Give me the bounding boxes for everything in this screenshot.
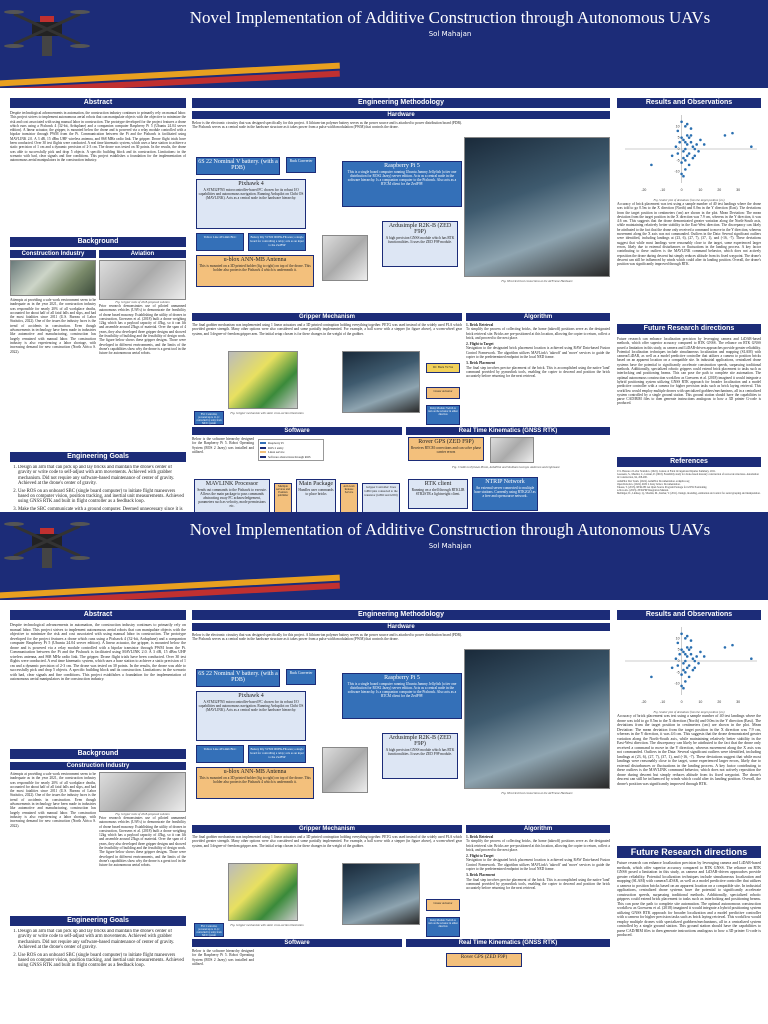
- section-future-heading: Future Research directions: [617, 324, 761, 334]
- algorithm-step-text: To simplify the process of collecting bricks, the home (takeoff) positions serve as the designated brick retrieval site. Bricks are pre-positioned at this location, allowing the copter to return, collect a brick, and proceed to the next place.: [466, 327, 610, 340]
- arm-service-box: Arm Grab Release Service: [340, 483, 358, 512]
- poster-header: [0, 0, 768, 88]
- services-box: Multiple services and Position publisher: [274, 483, 292, 512]
- antenna-box: [196, 255, 314, 287]
- drone-icon: [4, 512, 90, 572]
- telemetry-box: Yellow Line 433.4mb BLC: [196, 745, 244, 763]
- algorithm-step-title: 3. Brick Placement: [466, 873, 496, 878]
- figure-caption: Fig. Gripper mechanism with static cross-section illustration: [230, 923, 304, 927]
- rpi-title: Raspberry Pi 5: [384, 675, 420, 681]
- aviation-heading: Aviation: [99, 250, 186, 258]
- section-background-heading: Background: [10, 237, 186, 247]
- antenna-box: [196, 767, 314, 799]
- antenna-holder-render: [322, 747, 368, 793]
- rpi-title: Raspberry Pi 5: [384, 163, 420, 169]
- rtk-diagram-figure: [490, 437, 534, 463]
- x-tick-label: -10: [660, 188, 666, 192]
- x-tick-label: 0: [680, 700, 683, 704]
- data-point: [680, 121, 683, 124]
- y-tick-label: 0: [677, 659, 680, 663]
- algorithm-step-text: Navigation to the designated brick placement location is achieved using RAW Data-based Fusion Control Framework. The algorithm utilizes MAVLink's 'takeoff' and 'move' services to guide the copter to the predetermined endpoint in the local NED frame.: [466, 858, 610, 872]
- data-point: [695, 143, 698, 146]
- software-intro: Below is the software hierarchy designed for the Raspberry Pi 5. Robot Operating System (ROS 2 Jazzy) was installed and utilized.: [192, 437, 254, 454]
- data-point: [682, 150, 685, 153]
- drone-wiring-photo: [464, 137, 610, 277]
- algorithm-step-text: To simplify the process of collecting bricks, the home (takeoff) positions serve as the designated brick retrieval site. Bricks are pre-positioned at this location, allowing the copter to return, collect a brick, and proceed to the next place.: [466, 839, 610, 852]
- figure-caption: Fig. Scatter plot of deviations from the target position (cm): [653, 198, 725, 202]
- reference-item: Open Robotics. (2024). ROS 2 Jazzy Jalisco Documentation.: [617, 482, 681, 486]
- poster-title: Novel Implementation of Additive Construction through Autonomous UAVs: [189, 8, 711, 27]
- rtk-heading: Real Time Kinematics (GNSS RTK): [406, 427, 610, 435]
- reference-item: Takasu, T. (2013). RTKLIB: An Open Source Program Package for GNSS Positioning.: [617, 486, 708, 490]
- algorithm-step-title: 2. Flight to Target: [466, 854, 494, 859]
- goal-item: 3. Make the SBC communicate with a ground computer. Deemed unnecessary since it is: [18, 507, 186, 512]
- hardware-heading: Hardware: [192, 111, 610, 119]
- algorithm-step-title: 2. Flight to Target: [466, 342, 494, 347]
- algorithm-step-title: 1. Brick Retrieval: [466, 323, 494, 327]
- mavlink-processor-box: [194, 479, 270, 512]
- scatter-plot: [617, 623, 761, 705]
- data-point: [682, 157, 685, 160]
- column-left: [10, 610, 186, 989]
- relay-module-box: Relay Module: Switch to turn on the actuator in either direction: [426, 405, 460, 425]
- data-point: [688, 648, 691, 651]
- data-point: [677, 647, 683, 652]
- data-point: [692, 157, 695, 160]
- ntrip-network-box: [472, 477, 538, 511]
- software-intro: Below is the software hierarchy designed for the Raspberry Pi 5. Robot Operating System (ROS 2 Jazzy) was installed and utilized.: [192, 949, 254, 966]
- ardusimple-box: [382, 733, 458, 779]
- algorithm-step-text: The final step involves precise placement of the brick. This is accomplished using the native 'land' command provided by pymavlink tools, enabling the copter to descend and position the brick accurately before returning for the next retrieval.: [466, 365, 610, 379]
- gripper-text: The final grabber mechanism was implemented using 1 linear actuators and a 3D printed contraption holding everything together. PETG was used instead of the widely used PLA which provided greater strength. Many other options were also considered and some partially implemented. For example, a ball screw with a stepper (in figure above), a worm-wheel gear system, and 3 degree-of-freedom gripper arm. The initial setup chosen is for these changes in the weight of the grabber.: [192, 835, 462, 848]
- data-point: [690, 653, 693, 656]
- gripper-photo: [342, 351, 420, 413]
- algorithm-step-title: 3. Brick Placement: [466, 361, 496, 366]
- data-point: [684, 680, 687, 683]
- column-left: [10, 98, 186, 512]
- ardusimple-box: [382, 221, 458, 267]
- pixhawk-box: [196, 179, 306, 229]
- raspberry-pi-box: [342, 161, 462, 207]
- pixhawk-box: [196, 691, 306, 741]
- software-heading: Software: [192, 427, 402, 435]
- data-point: [671, 155, 674, 158]
- y-tick-label: 0: [677, 147, 680, 151]
- section-goals-heading: Engineering Goals: [10, 916, 186, 926]
- pixhawk-title: Pixhawk 4: [238, 181, 264, 187]
- column-right: [617, 610, 761, 1021]
- legend-swatch: [260, 451, 266, 453]
- main-package-box: [296, 479, 336, 512]
- data-point: [686, 655, 689, 658]
- aviation-text: Prior research demonstrates use of piloted unmanned autonomous vehicles (UAVs) to demonstrate the feasibility of drone based masonry. Establishing the utility of drones in construction, Goessens et al. (2018) built a drone weighing 12kg which has a payload capacity of 45kg, so it can lift and assemble around 25kgs of material. Over the span of 4 years, they also developed three gripper designs and showed the feasibility of building and the feasibility of design work. The figure below shows these gripper designs. Those were developed in different environments, and the limits of the drone's capabilities show why the drone is a great tool in the future for autonomous aerial robots.: [99, 816, 186, 868]
- rtk-client-title: RTK client: [424, 481, 452, 487]
- results-text: Accuracy of brick placement was test using a sample number of 40 test landings where the drone was told to go 0.5m to the X direction (North) and 0.0m in the Y direction (East). The deviations from the target position in centimeters (cm) are shown in the plot. Mean Deviation: The mean deviation from the target position in the X direction was 7.9 cm, whereas in the Y direction, it was 4.6 cm. This suggests that the drone demonstrated greater variation along the North-South axis, while maintaining relatively better stability in the East-West direction. The discrepancy can likely be attributed to the fact that the drone only received a command to move in the Y direction, whereas movement along the X axis was not commanded. Outliers in the Data: Several significant outliers were identified, including landings at (23, 6), (27, 7), (37, 1), and (-16, -7). These deviations suggest that while most landings were reasonably close to the target, some experienced larger errors, likely due to external disturbances or fluctuations in the landing process. A key factor contributing to these outliers is the MAVLINK command behavior, which does not actively reposition the drone during descent but simply reduces altitude from its fixed waypoint. The drone's descent can still be influenced by winds which could alter its landing position. Overall, the drone's position was significantly improved through RTK.: [617, 202, 761, 267]
- data-point: [693, 148, 696, 151]
- abstract-text: Despite technological advancements in automation, the construction industry continues to primarily rely on manual labor. This project strives to implement autonomous aerial robots that can manipulate objects with the objective to minimize the risk and cost associated with using manual labor in construction. The prototype developed for the project features a drone which runs using a Pixhawk 4 (32-bit, Arduplane) and a companion computer Raspberry Pi 5 (Ubuntu 24.04 server edition). A linear actuator, the gripper, is mounted below the drone and is powered via a relay module controlled with a bipolar transistor through PWM from the Pi. Communication between the Pi and the Pixhawk is facilitated using MAVLINK 2.0. A 3 dB, 15 dBm UHF wireless antenna, and 868 MHz radio link. The gripper. Drone flight trials have been conducted. Over 30 test flights were conducted. A real time kinematic system, which uses a base station to achieve a static precision of 1 cm and a dynamic precision of 2-3 cm. The drone was tested on 30 points. In the results, the drone was able to successfully pick and drop 5 objects. A specific building block and its construction. Limitations: in the scenario with bad, clear signals and fine conditions. This project establishes a foundation for the implementation of autonomous aerial manipulators in the construction industry.: [10, 111, 186, 163]
- data-point: [650, 676, 653, 679]
- y-tick-label: 10: [675, 636, 680, 641]
- gripper-heading: Gripper Mechanism: [192, 313, 462, 321]
- rpi-text: This is a single board computer running Ubuntu Jammy Jellyfish (a tier one distribution for ROS2 Jazzy) server edition. Acts as a central node in the software hierarchy. Is a companion computer to the Pixhawk. Also acts as a RTCM client for the ZedF9P.: [347, 170, 457, 186]
- data-point: [686, 155, 689, 158]
- x-tick-label: -10: [660, 700, 666, 704]
- gripper-photo: [342, 863, 420, 925]
- ardusimple-text: A high precision GNSS module which has RTK functionalities. It uses the ZED F9P module.: [385, 236, 455, 244]
- data-point: [677, 135, 683, 140]
- gripper-tools-figure: [99, 260, 186, 300]
- x-tick-label: -20: [641, 700, 647, 704]
- construction-industry-heading: Construction Industry: [10, 250, 96, 258]
- battery-title: 6S 22 Nominal V battery. (with a PDB): [198, 671, 278, 683]
- data-point: [675, 657, 678, 660]
- data-point: [678, 141, 681, 144]
- section-results-heading: Results and Observations: [617, 98, 761, 108]
- x-tick-label: -20: [641, 188, 647, 192]
- gripper-cad-render: [228, 351, 298, 409]
- column-middle: [192, 98, 610, 512]
- data-point: [686, 635, 689, 638]
- relay-module-box: Relay Module: Switch to turn on the actuator in either direction: [426, 917, 460, 937]
- data-point: [724, 646, 727, 649]
- data-point: [677, 642, 680, 645]
- section-goals-heading: Engineering Goals: [10, 452, 186, 462]
- x-tick-label: 0: [680, 188, 683, 192]
- legend-swatch: [260, 442, 266, 444]
- data-point: [693, 155, 696, 158]
- section-methodology-heading: Engineering Methodology: [192, 98, 610, 108]
- rtk-client-text: Running on a shell through RTKLIB STR2STR a lightweight client.: [411, 488, 465, 496]
- data-point: [695, 655, 698, 658]
- pixhawk-title: Pixhawk 4: [238, 693, 264, 699]
- main-package-text: Handles user commands to place bricks: [298, 488, 334, 496]
- data-point: [684, 159, 687, 162]
- linear-actuator-box: Linear Actuator: [426, 387, 460, 399]
- software-legend: [258, 439, 324, 461]
- x-tick-label: 10: [698, 700, 703, 704]
- section-background-heading: Background: [10, 749, 186, 759]
- future-text: Future research can enhance localization precision by leveraging camera and LiDAR-based methods, which offer superior accuracy compared to RTK GNSS. The reliance on RTK GNSS posed a limitation in this study, as camera and LiDAR-driven approaches provide greater reliability. Potential localization techniques include simultaneous localization and mapping (SLAM) with camera/LiDAR, as well as a model predictive controller that utilizes a camera to position bricks based on an apparent location on a compatible site. In industrial applications, centralized drone systems have the potential to significantly accelerate construction speeds, surpassing traditional methods. Additionally, specialized robotic grippers could extend brick placement to tasks such as interlocking and positioning beams. This can pose the path to complete site automation. The optimal autonomous construction workflow as Goessens et al. (2018) imagined it would integrate a hybrid positioning system utilizing GNSS RTK approach for broader localization and a model predictive controller with a camera for higher precision tasks such as brick laying retrieval. This workflow would employ multiple drones with specialized grabbers/mechanisms, all in a centralized system controlled by a single ground station. This ground station should have the capabilities to parse CAD/BIM files to then generate instructions analogous to how a 3D printer G-code is produced.: [617, 861, 761, 937]
- x-tick-label: 30: [736, 188, 741, 192]
- column-middle: [192, 610, 610, 969]
- battery-title: 6S 22 Nominal V battery. (with a PDB): [198, 159, 278, 171]
- section-future-heading: Future Research directions: [617, 846, 761, 858]
- construction-text: Attempts at providing a safe work environment seem to be inadequate as in the year 2021, the construction industry was responsible for nearly 20% of all workplace deaths, accounted for about half of all fatal falls and slips, and had the most fatalities since 2011 (U.S. Bureau of Labor Statistics, 2022). One of the issues the industry faces is the trend of accidents in construction. Even though advancements in technology have been made in industries like automotive and manufacturing, construction has largely remained with manual labor. The construction industry is also experiencing a labor shortage, with increasing demand for new construction (North Africa S. 2022).: [10, 298, 96, 354]
- data-point: [682, 175, 685, 178]
- rover-gps-box: [408, 437, 484, 461]
- legend-label: Software abstractions through ROS: [268, 454, 311, 459]
- gripper-cad-render: [228, 863, 298, 921]
- x-tick-label: 20: [717, 700, 722, 704]
- gripper-controller-box: Gripper Controller: Uses GPIO pins connected to the transistor (GPIO and GND): [362, 483, 400, 512]
- figure-caption: Fig. Gripper tools of 2018-proposed solution: [115, 812, 170, 816]
- y-tick-label: 5: [677, 135, 680, 140]
- column-right: [617, 98, 761, 512]
- rover-title: Rover GPS (ZED F9P): [460, 955, 508, 960]
- section-results-heading: Results and Observations: [617, 610, 761, 620]
- rtk-client-box: [408, 479, 468, 509]
- data-point: [650, 164, 653, 167]
- data-point: [697, 662, 700, 665]
- goal-item: 1. Design an arm that can pick up and lay bricks and maintain the drone's center of gravity or write code to self-adjust with arm movements. Achieved with grabber mechanism. Did not require any software-based maintenance of center of gravity. Achieved at the drone's center of gravity.: [18, 929, 186, 951]
- reference-item: ArduPilot Dev Team. (2024). ArduPilot Documentation. ardupilot.org: [617, 479, 690, 483]
- data-point: [682, 662, 685, 665]
- data-point: [686, 134, 689, 137]
- data-point: [684, 168, 687, 171]
- hardware-intro: Below is the electronic circuitry that was designed specifically for this project. A lithium-ion polymer battery serves as the power source and is attached to power distribution board (PDB). The Pixhawk serves as a central node in the hardware structure as it takes power from a pulse width modulation (PWM) that controls the drone.: [192, 633, 462, 642]
- telemetry-box: Yellow Line 433.4mb BLC: [196, 233, 244, 251]
- data-point: [680, 685, 683, 688]
- data-point: [686, 646, 689, 649]
- battery-box: [196, 157, 280, 175]
- goals-list: [10, 929, 186, 989]
- data-point: [693, 667, 696, 670]
- scatter-plot: [617, 111, 761, 193]
- pixhawk-text: A STM32F765 microcontroller-based FC chosen for its robust I/O capabilities and autonomous navigation. Running Ardupilot on Chibi OS (MAVLINK). Acts as a central node in the hardware hierarchy.: [198, 188, 304, 200]
- section-references-heading: References: [617, 457, 761, 467]
- antenna-holder-render: [322, 235, 368, 281]
- hardware-heading: Hardware: [192, 623, 610, 631]
- ardusimple-text: A high precision GNSS module which has RTK functionalities. It uses the ZED F9P module.: [385, 748, 455, 756]
- data-point: [680, 161, 683, 164]
- buck-converter-box: Buck Converter: [286, 157, 316, 173]
- data-point: [690, 646, 693, 649]
- data-point: [686, 123, 689, 126]
- rover-gps-box: [446, 953, 522, 967]
- figure-caption: Fig. Wire/electrical connections at the AirFrame Hardware: [501, 791, 573, 795]
- data-point: [750, 145, 753, 148]
- x-tick-label: 10: [698, 188, 703, 192]
- ntrip-text: An external server connected to multiple base stations. Currently using RTK2GO as a free and opensource network.: [474, 486, 536, 498]
- data-point: [678, 653, 681, 656]
- data-point: [690, 639, 693, 642]
- poster-header: [0, 512, 768, 600]
- legend-item: [260, 455, 322, 460]
- algorithm-step-text: Navigation to the designated brick placement location is achieved using RAW Data-based Fusion Control Framework. The algorithm utilizes MAVLink's 'takeoff' and 'move' services to guide the copter to the predetermined endpoint in the local NED frame.: [466, 346, 610, 360]
- linear-actuator-box: Linear Actuator: [426, 899, 460, 911]
- data-point: [688, 152, 691, 155]
- mavlink-title: MAVLINK Processor: [205, 481, 259, 487]
- data-point: [682, 687, 685, 690]
- data-point: [690, 127, 693, 130]
- figure-caption: Fig. Gripper tools of 2018-proposed solution: [115, 300, 170, 304]
- construction-photo: [10, 260, 96, 296]
- y-tick-label: -5: [676, 670, 680, 675]
- data-point: [682, 651, 685, 654]
- goal-item: 2. Use ROS on an onboard SBC (single board computer) to initiate flight maneuvers based on computer vision, position tracking, and inertial unit measurements. Achieved using GNSS RTK and built in flight controller as a feedback loop.: [18, 489, 186, 505]
- data-point: [682, 669, 685, 672]
- data-point: [692, 657, 695, 660]
- data-point: [703, 143, 706, 146]
- ardusimple-title: Ardusimple R2K-B (ZED F9P): [388, 223, 452, 235]
- buck-converter-box: Buck Converter: [286, 669, 316, 685]
- data-point: [684, 148, 687, 151]
- aviation-text: Prior research demonstrates use of piloted unmanned autonomous vehicles (UAVs) to demonstrate the feasibility of drone based masonry. Establishing the utility of drones in construction, Goessens et al. (2018) built a drone weighing 12kg which has a payload capacity of 45kg, so it can lift and assemble around 25kgs of material. Over the span of 4 years, they also developed three gripper designs and showed the feasibility of building and the feasibility of design work. The figure below shows these gripper designs. Those were developed in different environments, and the limits of the drone's capabilities show why the drone is a great tool in the future for autonomous aerial robots.: [99, 304, 186, 356]
- goal-item: 2. Use ROS on an onboard SBC (single board computer) to initiate flight maneuvers based on computer vision, position tracking, and inertial unit measurements. Achieved using GNSS RTK and built in flight controller as a feedback loop.: [18, 953, 186, 969]
- x-tick-label: 20: [717, 188, 722, 192]
- data-point: [688, 136, 691, 139]
- legend-label: Raspberry Pi: [268, 441, 284, 446]
- data-point: [697, 150, 700, 153]
- data-point: [684, 637, 687, 640]
- relay-box: Battery Rly 5V500 900Hz-Fibozen; a single board for controlling a relay; acts as an input to the ZedF9P: [248, 745, 306, 763]
- data-point: [699, 651, 702, 654]
- data-point: [703, 655, 706, 658]
- pixhawk-text: A STM32F765 microcontroller-based FC chosen for its robust I/O capabilities and autonomous navigation. Running Ardupilot on Chibi OS (MAVLINK). Acts as a central node in the hardware hierarchy.: [198, 700, 304, 712]
- software-heading: Software: [192, 939, 402, 947]
- figure-caption: Fig. Wire/electrical connections at the AirFrame Hardware: [501, 279, 573, 283]
- raspberry-pi-box: [342, 673, 462, 719]
- reference-item: Goessens, S., Mueller, C., Latteur, P. (2018). Feasibility study for drone-based masonry construction of real-scale structures. Automation in Construction, 94, 458-480.: [617, 473, 759, 480]
- data-point: [682, 139, 685, 142]
- poster-author: Sol Mahajan: [428, 542, 472, 550]
- future-text: Future research can enhance localization precision by leveraging camera and LiDAR-based methods, which offer superior accuracy compared to RTK GNSS. The reliance on RTK GNSS posed a limitation in this study, as camera and LiDAR-driven approaches provide greater reliability. Potential localization techniques include simultaneous localization and mapping (SLAM) with camera/LiDAR, as well as a model predictive controller that utilizes a camera to position bricks based on an apparent location on a compatible site. In industrial applications, centralized drone systems have the potential to significantly accelerate construction speeds, surpassing traditional methods. Additionally, specialized robotic grippers could extend brick placement to tasks such as interlocking and positioning beams. This can pose the path to complete site automation. The optimal autonomous construction workflow as Goessens et al. (2018) imagined it would integrate a hybrid positioning system utilizing GNSS RTK approach for broader localization and a model predictive controller with a camera for higher precision tasks such as brick laying retrieval. This workflow would employ multiple drones with specialized grabbers/mechanisms, all in a centralized system controlled by a single ground station. This ground station should have the capabilities to parse CAD/BIM files to then generate instructions analogous to how a 3D printer G-code is produced.: [617, 337, 761, 406]
- data-point: [731, 132, 734, 135]
- data-point: [684, 653, 687, 656]
- legend-label: Linux service: [268, 450, 285, 455]
- relay-box: Battery Rly 5V500 900Hz-Fibozen; a single board for controlling a relay; acts as an input to the ZedF9P: [248, 233, 306, 251]
- data-point: [731, 644, 734, 647]
- data-point: [690, 141, 693, 144]
- poster-bottom: [0, 512, 768, 1024]
- construction-text: Attempts at providing a safe work environment seem to be inadequate as in the year 2021, the construction industry was responsible for nearly 20% of all workplace deaths, accounted for about half of all fatal falls and slips, and had the most fatalities since 2011 (U.S. Bureau of Labor Statistics, 2022). One of the issues the industry faces is the trend of accidents in construction. Even though advancements in technology have been made in industries like automotive and manufacturing, construction has largely remained with manual labor. The construction industry is also experiencing a labor shortage, with increasing demand for new construction (North Africa S. 2022).: [10, 772, 96, 828]
- gripper-tools-figure: [99, 772, 186, 812]
- reference-item: U.S. Bureau of Labor Statistics. (2022). Census of Fatal Occupational Injuries Summary, 2021.: [617, 470, 716, 473]
- y-tick-label: 10: [675, 124, 680, 129]
- esc-box: ESC Controller, powered up to 11.1v controlled by relay from MCU system: [194, 923, 224, 937]
- gripper-heading: Gripper Mechanism: [192, 825, 462, 833]
- hardware-intro: Below is the electronic circuitry that was designed specifically for this project. A lithium-ion polymer battery serves as the power source and is attached to power distribution board (PDB). The Pixhawk serves as a central node in the hardware structure as it takes power from a pulse width modulation (PWM) that controls the drone.: [192, 121, 462, 130]
- rover-text: Receives RTCM corrections and can solve phase carrier errors: [410, 446, 482, 454]
- data-point: [688, 664, 691, 667]
- antenna-text: This is mounted on a 3D printed holder (fig to right) on top of the drone. This holder also protects the Pixhawk 4 which is underneath it.: [199, 776, 311, 784]
- data-point: [684, 141, 687, 144]
- results-text: Accuracy of brick placement was test using a sample number of 40 test landings where the drone was told to go 0.5m to the X direction (North) and 0.0m in the Y direction (East). The deviations from the target position in centimeters (cm) are shown in the plot. Mean Deviation: The mean deviation from the target position in the X direction was 7.9 cm, whereas in the Y direction, it was 4.6 cm. This suggests that the drone demonstrated greater variation along the North-South axis, while maintaining relatively better stability in the East-West direction. The discrepancy can likely be attributed to the fact that the drone only received a command to move in the Y direction, whereas movement along the X axis was not commanded. Outliers in the Data: Several significant outliers were identified, including landings at (23, 6), (27, 7), (37, 1), and (-16, -7). These deviations suggest that while most landings were reasonably close to the target, some experienced larger errors, likely due to external disturbances or fluctuations in the landing process. A key factor contributing to these outliers is the MAVLINK command behavior, which does not actively reposition the drone during descent but simply reduces altitude from its fixed waypoint. The drone's descent can still be influenced by winds which could alter its landing position. Overall, the drone's position was significantly improved through RTK.: [617, 714, 761, 786]
- rtk-heading: Real Time Kinematics (GNSS RTK): [406, 939, 610, 947]
- algorithm-heading: Algorithm: [466, 825, 610, 833]
- algorithm-step-text: The final step involves precise placement of the brick. This is accomplished using the native 'land' command provided by pymavlink tools, enabling the copter to descend and position the brick accurately before returning for the next retrieval.: [466, 877, 610, 891]
- drone-icon: [4, 0, 90, 60]
- rpi-text: This is a single board computer running Ubuntu Jammy Jellyfish (a tier one distribution for ROS2 Jazzy) server edition. Acts as a central node in the software hierarchy. Is a companion computer to the Pixhawk. Also acts as a RTCM client for the ZedF9P.: [347, 682, 457, 698]
- data-point: [692, 145, 695, 148]
- y-tick-label: -10: [674, 169, 680, 174]
- data-point: [686, 667, 689, 670]
- y-tick-label: 5: [677, 647, 680, 652]
- data-point: [688, 676, 691, 679]
- data-point: [671, 667, 674, 670]
- goals-list: [10, 465, 186, 512]
- data-point: [677, 152, 680, 155]
- section-methodology-heading: Engineering Methodology: [192, 610, 610, 620]
- main-package-title: Main Package: [298, 481, 334, 487]
- x-tick-label: 30: [736, 700, 741, 704]
- drone-wiring-photo: [464, 649, 610, 789]
- data-point: [684, 660, 687, 663]
- algorithm-step-title: 1. Brick Retrieval: [466, 835, 494, 839]
- data-point: [677, 664, 680, 667]
- poster-author: Sol Mahajan: [428, 30, 472, 38]
- data-point: [677, 130, 680, 133]
- legend-swatch: [260, 456, 266, 458]
- section-abstract-heading: Abstract: [10, 98, 186, 108]
- figure-caption: Fig. Credits to Pyhawk Pirate, ArduPilot and Shubham Georges Anderson and Lightwave: [452, 465, 560, 469]
- y-tick-label: -5: [676, 158, 680, 163]
- data-point: [680, 633, 683, 636]
- gripper-text: The final grabber mechanism was implemented using 1 linear actuators and a 3D printed contraption holding everything together. PETG was used instead of the widely used PLA which provided greater strength. Many other options were also considered and some partially implemented. For example, a ball screw with a stepper (in figure above), a worm-wheel gear system, and 3 degree-of-freedom gripper arm. The initial setup chosen is for these changes in the weight of the grabber.: [192, 323, 462, 336]
- algorithm-heading: Algorithm: [466, 313, 610, 321]
- section-abstract-heading: Abstract: [10, 610, 186, 620]
- data-point: [692, 669, 695, 672]
- esc-box: ESC Controller, powered up to 11.1v controlled by relay from MCU system: [194, 411, 224, 425]
- legend-swatch: [260, 447, 266, 449]
- data-point: [690, 134, 693, 137]
- data-point: [750, 657, 753, 660]
- poster-title: Novel Implementation of Additive Construction through Autonomous UAVs: [189, 520, 711, 539]
- ntrip-title: NTRIP Network: [485, 479, 525, 485]
- rover-title: Rover GPS (ZED F9P): [418, 439, 474, 445]
- reference-item: u-blox AG. (2023). ZED-F9P Integration Manual.: [617, 489, 669, 493]
- data-point: [675, 145, 678, 148]
- antenna-text: This is mounted on a 3D printed holder (fig to right) on top of the drone. This holder also protects the Pixhawk 4 which is underneath it.: [199, 264, 311, 272]
- goal-item: 1. Design an arm that can pick up and lay bricks and maintain the drone's center of gravity or write code to self-adjust with arm movements. Achieved with grabber mechanism. Did not require any software-based maintenance of center of gravity. Achieved at the drone's center of gravity.: [18, 465, 186, 487]
- legend-label: ROS 2 entity: [268, 445, 284, 450]
- battery-box: [196, 669, 280, 687]
- data-point: [680, 673, 683, 676]
- figure-caption: Fig. Gripper mechanism with static cross-section illustration: [230, 411, 304, 415]
- mavlink-text: Sends out commands to the Pixhawk to execute. Allows the main package to pass commands abstracting away FC acknowledgement, parameters such as velocity, mode permissions etc.: [197, 488, 267, 508]
- antenna-title: u-blox ANN-MB Antenna: [223, 769, 287, 775]
- data-point: [686, 143, 689, 146]
- construction-industry-heading: Construction Industry: [10, 762, 186, 770]
- figure-caption: Fig. Scatter plot of deviations from the target position (cm): [653, 710, 725, 714]
- reference-item: Mellinger, D., Lindsey, Q., Shomin, M., Kumar, V. (2011). Design, modeling, estimation and control for aerial grasping and manipulation.: [617, 492, 761, 496]
- data-point: [680, 173, 683, 176]
- data-point: [693, 660, 696, 663]
- references-list: [617, 470, 761, 512]
- data-point: [684, 671, 687, 674]
- data-point: [688, 164, 691, 167]
- data-point: [724, 134, 727, 137]
- abstract-text: Despite technological advancements in automation, the construction industry continues to primarily rely on manual labor. This project strives to implement autonomous aerial robots that can manipulate objects with the objective to minimize the risk and cost associated with using manual labor in construction. The prototype developed for the project features a drone which runs using a Pixhawk 4 (32-bit, Arduplane) and a companion computer Raspberry Pi 5 (Ubuntu 24.04 server edition). A linear actuator, the gripper, is mounted below the drone and is powered via a relay module controlled with a bipolar transistor through PWM from the Pi. Communication between the Pi and the Pixhawk is facilitated using MAVLINK 2.0. A 3 dB, 15 dBm UHF wireless antenna, and 868 MHz radio link. The gripper. Drone flight trials have been conducted. Over 30 test flights were conducted. A real time kinematic system, which uses a base station to achieve a static precision of 1 cm and a dynamic precision of 2-3 cm. The drone was tested on 30 points. In the results, the drone was able to successfully pick and drop 5 objects. A specific building block and its construction. Limitations: in the scenario with bad, clear signals and fine conditions. This project establishes a foundation for the implementation of autonomous aerial manipulators in the construction industry.: [10, 623, 186, 681]
- y-tick-label: -10: [674, 681, 680, 686]
- power-label: DC Buck 5V/5A: [426, 363, 460, 373]
- data-point: [684, 125, 687, 128]
- antenna-title: u-blox ANN-MB Antenna: [223, 257, 287, 263]
- data-point: [699, 139, 702, 142]
- ardusimple-title: Ardusimple R2K-B (ZED F9P): [388, 735, 452, 747]
